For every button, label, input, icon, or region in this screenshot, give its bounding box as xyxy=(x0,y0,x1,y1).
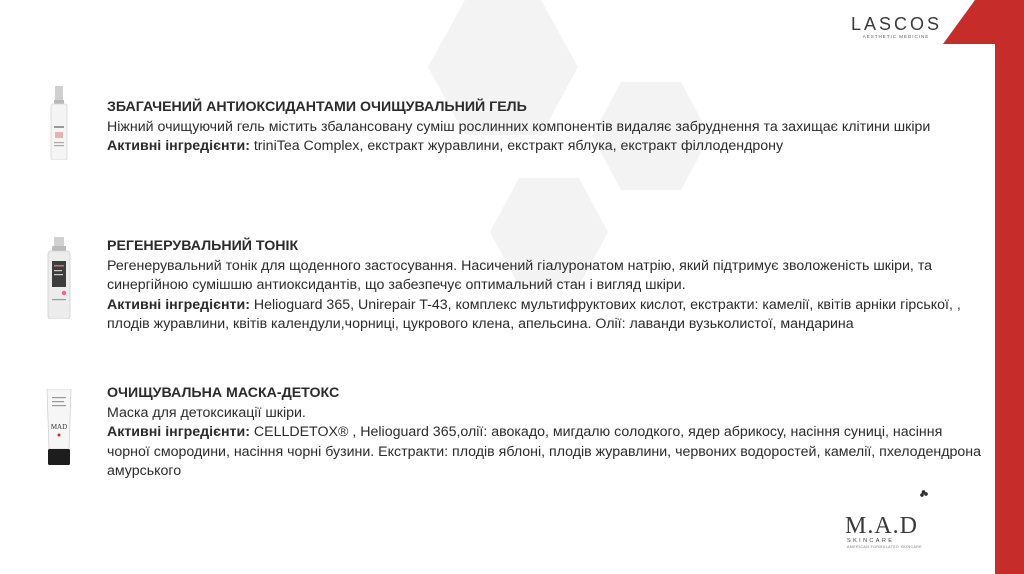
ingredients-label: Активні інгредієнти: xyxy=(107,424,250,441)
lascos-logo-tagline: AESTHETIC MEDICINE xyxy=(862,34,930,39)
ingredients-text: Helioguard 365, Unirepair T-43, комплекс мультифруктових кислот, екстракти: камелії, квітів арніки гірської, , плодів журавлини, квітів календули,чорниці, цукрового клена, апельсина. Олії: лаванди вузьколистої, мандарина xyxy=(107,296,961,333)
product-ingredients xyxy=(107,296,987,335)
accent-red-bar xyxy=(995,0,1024,574)
product-description: Маска для детоксикації шкіри. xyxy=(107,404,306,421)
ingredients-text: CELLDETOX® , Helioguard 365,олії: авокадо, мигдалю солодкого, ядер абрикосу, насіння суниці, насіння чорної смородини, насіння чорні бузини. Екстракти: плодів яблоні, плодів журавлини, червоних водоростей, камелії, пхелодендрона амурського xyxy=(107,424,982,480)
product-description: Регенерувальний тонік для щоденного застосування. Насичений гіалуронатом натрію, який підтримує зволоженість шкіри, та синергійною сумішшю антиоксидантів, що забезпечує оптимальний стан і вигляд шкіри. xyxy=(107,257,933,294)
mad-logo-word: M.A.D xyxy=(845,513,919,539)
lascos-logo xyxy=(851,14,941,40)
product-ingredients xyxy=(107,137,987,157)
ingredients-label: Активні інгредієнти: xyxy=(107,138,250,155)
product-image-toner xyxy=(44,237,74,319)
product-block-detox-mask xyxy=(107,384,987,482)
mad-logo-subtitle: SKINCARE xyxy=(847,538,895,544)
product-title: ЗБАГАЧЕНИЙ АНТИОКСИДАНТАМИ ОЧИЩУВАЛЬНИЙ ГЕЛЬ xyxy=(107,99,527,115)
lascos-logo-word: LASCOS xyxy=(851,14,943,34)
product-image-detox-mask xyxy=(44,389,74,465)
product-ingredients xyxy=(107,423,987,482)
product-block-toner xyxy=(107,237,987,335)
mad-logo-hexagons-icon xyxy=(920,488,950,510)
product-image-cleansing-gel xyxy=(46,86,72,160)
product-title: РЕГЕНЕРУВАЛЬНИЙ ТОНІК xyxy=(107,238,299,254)
ingredients-text: triniTea Complex, екстракт журавлини, екстракт яблука, екстракт філлодендрону xyxy=(249,138,784,155)
ingredients-label: Активні інгредієнти: xyxy=(107,296,250,313)
product-title: ОЧИЩУВАЛЬНА МАСКА-ДЕТОКС xyxy=(107,385,340,401)
svg-text:MAD: MAD xyxy=(50,423,68,431)
product-description: Ніжний очищуючий гель містить збалансовану суміш рослинних компонентів видаляє забруднення та захищає клітини шкіри xyxy=(107,118,931,135)
product-block-cleansing-gel xyxy=(107,98,987,157)
mad-logo-tagline: AMERICAN FORMULATED SKINCARE xyxy=(847,545,923,549)
